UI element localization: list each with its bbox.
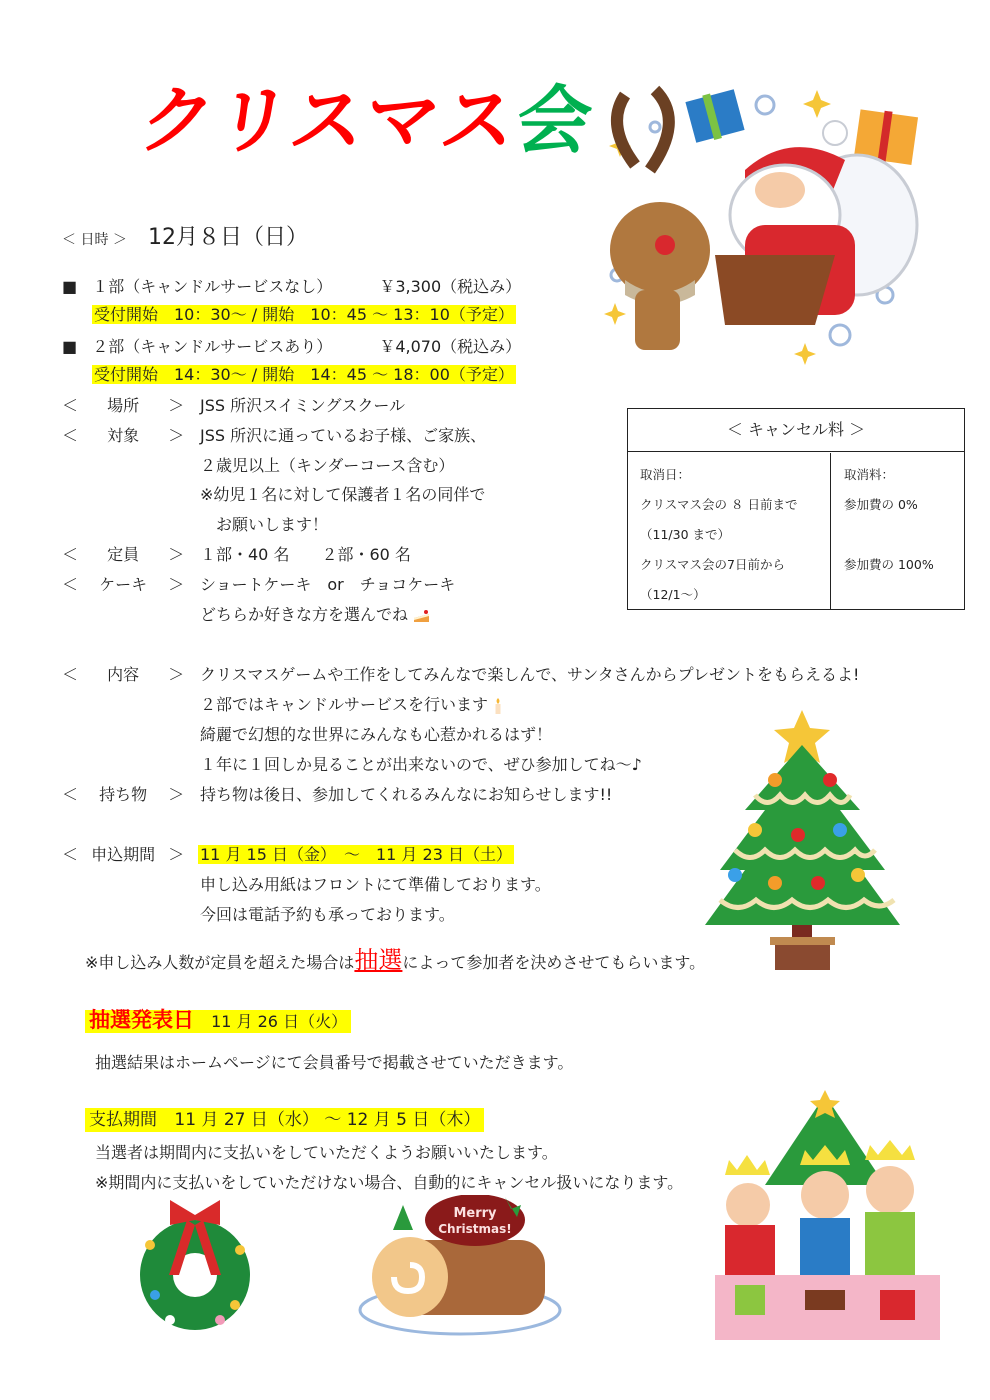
christmas-tree-illustration	[700, 705, 905, 970]
session-1	[62, 277, 521, 297]
bracket-open: ＜	[62, 665, 79, 684]
cancellation-heading: ＜ キャンセル料 ＞	[628, 409, 964, 452]
cancel-cell: クリスマス会の ８ 日前まで	[640, 497, 798, 512]
cake-text: Christmas!	[438, 1222, 512, 1236]
wreath-illustration	[125, 1195, 265, 1340]
payment-period	[85, 1110, 484, 1130]
lottery-announce-label: 抽選発表日	[89, 1008, 194, 1032]
bracket-close: ＞	[168, 845, 185, 864]
detail-value: JSS 所沢スイミングスクール	[200, 396, 405, 415]
cancel-cell: 取消日：	[640, 467, 691, 482]
detail-value: 今回は電話予約も承っております。	[200, 905, 455, 924]
bullet-icon: ■	[62, 337, 78, 356]
session-times-highlight: 受付開始 10：30～ / 開始 10：45 ～ 13：10（予定）	[94, 305, 514, 324]
payment-note: 当選者は期間内に支払いをしていただくようお願いいたします。	[95, 1143, 558, 1162]
cancel-cell: 参加費の 0%	[844, 497, 918, 512]
detail-target	[62, 426, 184, 446]
title-main: クリスマス	[133, 78, 524, 164]
lottery-emphasis: 抽選	[354, 946, 403, 974]
detail-cake	[62, 575, 184, 595]
detail-value: お願いします！	[200, 515, 329, 534]
detail-application-period	[62, 845, 184, 865]
session-2	[62, 337, 521, 357]
cancellation-fees-column	[832, 453, 964, 609]
lottery-note-after: によって参加者を決めさせてもらいます。	[402, 953, 706, 972]
detail-label: 内容	[107, 665, 140, 684]
detail-label: 定員	[107, 545, 140, 564]
detail-value: JSS 所沢に通っているお子様、ご家族、	[200, 426, 487, 445]
cancellation-dates-column	[628, 453, 831, 609]
cancel-cell: 取消料：	[844, 467, 895, 482]
detail-label: 場所	[107, 396, 140, 415]
detail-label: 持ち物	[99, 785, 148, 804]
date-value: 12月８日（日）	[148, 225, 308, 250]
detail-value: １部・40 名 ２部・60 名	[200, 545, 411, 564]
session-name: ２部（キャンドルサービスあり）	[92, 337, 333, 356]
lottery-result-text: 抽選結果はホームページにて会員番号で掲載させていただきます。	[95, 1053, 574, 1072]
lottery-announce-date: 11 月 26 日（火）	[211, 1012, 348, 1031]
lottery-announce-highlight	[85, 1010, 351, 1033]
cancel-cell: クリスマス会の7日前から	[640, 557, 785, 572]
detail-value: ショートケーキ or チョコケーキ	[200, 575, 456, 594]
bracket-open: ＜	[62, 545, 79, 564]
detail-label: ケーキ	[99, 575, 148, 594]
detail-label: 申込期間	[91, 845, 156, 864]
session-price: ￥4,070（税込み）	[379, 337, 522, 356]
bracket-open: ＜	[62, 426, 79, 445]
application-dates-highlight: 11 月 15 日（金） ～ 11 月 23 日（土）	[200, 845, 512, 864]
cancellation-fee-table	[627, 408, 965, 610]
bracket-open: ＜	[62, 845, 79, 864]
detail-value: クリスマスゲームや工作をしてみんなで楽しんで、サンタさんからプレゼントをもらえるよ!	[200, 665, 860, 684]
cancel-cell: （11/30 まで）	[640, 527, 730, 542]
santa-reindeer-illustration	[595, 75, 940, 370]
bracket-close: ＞	[168, 665, 185, 684]
lottery-note	[85, 946, 706, 974]
detail-value: ２歳児以上（キンダーコース含む）	[200, 456, 455, 475]
bracket-close: ＞	[168, 785, 185, 804]
payment-period-highlight	[85, 1108, 484, 1132]
detail-value: ※幼児１名に対して保護者１名の同伴で	[200, 485, 486, 504]
detail-label: 対象	[107, 426, 140, 445]
session-name: １部（キャンドルサービスなし）	[92, 277, 333, 296]
cancel-cell: 参加費の 100%	[844, 557, 934, 572]
bracket-close: ＞	[168, 426, 185, 445]
detail-value: どちらか好きな方を選んでね	[200, 605, 409, 624]
detail-content	[62, 665, 184, 685]
bracket-open: ＜	[62, 396, 79, 415]
lottery-announce	[85, 1006, 351, 1036]
session-2-times	[92, 365, 516, 385]
payment-dates: 11 月 27 日（水） ～ 12 月 5 日（木）	[174, 1110, 481, 1130]
payment-note: ※期間内に支払いをしていただけない場合、自動的にキャンセル扱いになります。	[95, 1173, 684, 1192]
detail-value: １年に１回しか見ることが出来ないので、ぜひ参加してね～♪	[200, 755, 642, 774]
detail-venue	[62, 396, 184, 416]
session-times-highlight: 受付開始 14：30～ / 開始 14：45 ～ 18：00（予定）	[94, 365, 514, 384]
christmas-party-illustration	[700, 1090, 955, 1345]
detail-value: 綺麗で幻想的な世界にみんなも心惹かれるはず！	[200, 725, 553, 744]
detail-value: ２部ではキャンドルサービスを行います	[200, 695, 489, 714]
bracket-close: ＞	[168, 575, 185, 594]
bracket-open: ＜	[62, 785, 79, 804]
lottery-note-before: ※申し込み人数が定員を超えた場合は	[85, 953, 355, 972]
session-1-times	[92, 305, 516, 325]
page-title	[134, 76, 600, 166]
payment-label: 支払期間	[89, 1110, 157, 1130]
cancel-cell: （12/1～）	[640, 587, 706, 602]
detail-belongings	[62, 785, 184, 805]
candle-icon	[493, 697, 503, 715]
lottery-result-note	[95, 1053, 573, 1073]
date-row	[62, 225, 308, 250]
bullet-icon: ■	[62, 277, 78, 296]
cake-text: Merry	[453, 1206, 497, 1221]
date-label: ＜ 日時 ＞	[62, 232, 127, 248]
detail-value: 持ち物は後日、参加してくれるみんなにお知らせします!!	[200, 785, 613, 804]
detail-value-row	[200, 695, 503, 715]
detail-value-row	[200, 605, 431, 625]
detail-value: 申し込み用紙はフロントにて準備しております。	[200, 875, 551, 894]
session-price: ￥3,300（税込み）	[379, 277, 522, 296]
cake-icon	[413, 608, 431, 624]
bracket-open: ＜	[62, 575, 79, 594]
bracket-close: ＞	[168, 396, 185, 415]
title-suffix: 会	[511, 78, 600, 164]
detail-capacity	[62, 545, 184, 565]
yule-log-cake-illustration	[355, 1195, 565, 1340]
application-dates	[198, 845, 514, 865]
bracket-close: ＞	[168, 545, 185, 564]
